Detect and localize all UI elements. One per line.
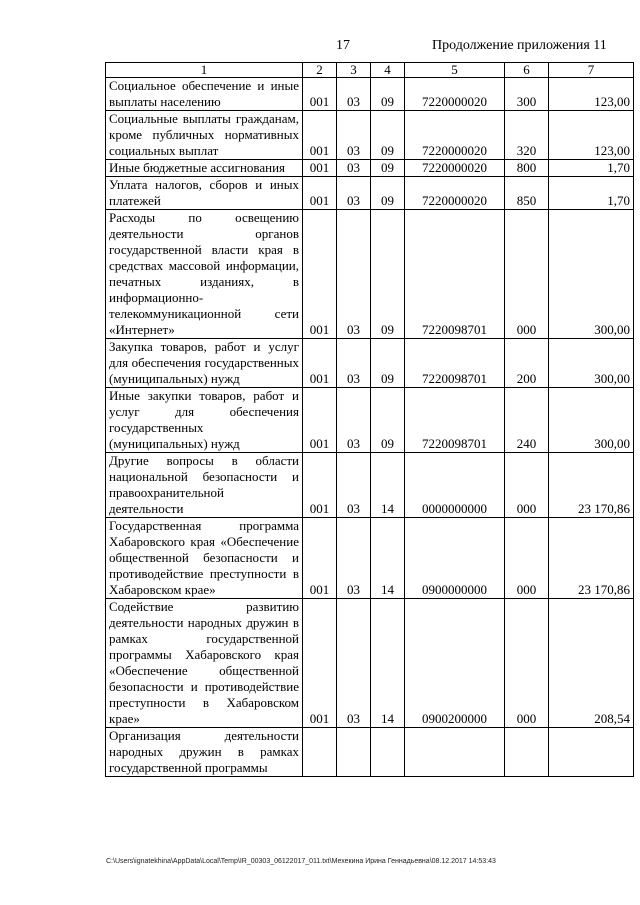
column-header-7: 7 xyxy=(549,63,634,78)
row-value-cell: 14 xyxy=(371,599,405,728)
row-value-cell: 001 xyxy=(303,111,337,160)
row-value-cell: 09 xyxy=(371,160,405,177)
row-name-cell: Другие вопросы в области национальной безопасности и правоохранительной деятельности xyxy=(106,453,303,518)
row-value-cell: 123,00 xyxy=(549,78,634,111)
row-value-cell xyxy=(303,728,337,777)
row-value-cell: 001 xyxy=(303,177,337,210)
page-number: 17 xyxy=(336,38,350,53)
row-value-cell: 23 170,86 xyxy=(549,518,634,599)
row-value-cell: 200 xyxy=(505,339,549,388)
table-row xyxy=(106,728,634,777)
row-name-cell: Расходы по освещению деятельности органов государственной власти края в средствах массовой информации, печатных изданиях, в информационно-телекоммуникационной сети «Интернет» xyxy=(106,210,303,339)
row-value-cell: 001 xyxy=(303,78,337,111)
row-value-cell: 09 xyxy=(371,111,405,160)
row-value-cell: 000 xyxy=(505,210,549,339)
row-value-cell: 03 xyxy=(337,599,371,728)
row-value-cell: 1,70 xyxy=(549,177,634,210)
table-row xyxy=(106,518,634,599)
row-value-cell: 03 xyxy=(337,453,371,518)
table-row xyxy=(106,453,634,518)
column-header-3: 3 xyxy=(337,63,371,78)
column-header-5: 5 xyxy=(405,63,505,78)
row-value-cell: 0000000000 xyxy=(405,453,505,518)
row-value-cell: 850 xyxy=(505,177,549,210)
row-value-cell: 09 xyxy=(371,210,405,339)
row-value-cell: 03 xyxy=(337,388,371,453)
row-value-cell: 03 xyxy=(337,160,371,177)
table-row xyxy=(106,111,634,160)
row-name-cell: Иные закупки товаров, работ и услуг для обеспечения государственных (муниципальных) нужд xyxy=(106,388,303,453)
row-value-cell: 240 xyxy=(505,388,549,453)
row-value-cell: 09 xyxy=(371,78,405,111)
row-value-cell: 300,00 xyxy=(549,388,634,453)
row-value-cell: 001 xyxy=(303,160,337,177)
row-value-cell: 123,00 xyxy=(549,111,634,160)
row-value-cell: 001 xyxy=(303,210,337,339)
file-path-footer: C:\Users\ignatekhina\AppData\Local\Temp\IR_00303_06122017_011.txt\Мехекина Ирина Геннадьевна\08.12.2017 14:53:43 xyxy=(106,858,496,865)
table-row xyxy=(106,210,634,339)
column-header-2: 2 xyxy=(303,63,337,78)
row-name-cell: Иные бюджетные ассигнования xyxy=(106,160,303,177)
row-value-cell: 03 xyxy=(337,177,371,210)
row-value-cell: 09 xyxy=(371,177,405,210)
row-value-cell: 300 xyxy=(505,78,549,111)
row-value-cell: 000 xyxy=(505,453,549,518)
row-value-cell: 001 xyxy=(303,339,337,388)
row-value-cell: 09 xyxy=(371,339,405,388)
column-header-6: 6 xyxy=(505,63,549,78)
row-name-cell: Организация деятельности народных дружин в рамках государственной программы xyxy=(106,728,303,777)
row-value-cell: 320 xyxy=(505,111,549,160)
row-name-cell: Содействие развитию деятельности народных дружин в рамках государственной программы Хабаровского края «Обеспечение общественной безопасности и противодействие преступности в Хабаровском крае» xyxy=(106,599,303,728)
row-value-cell: 7220000020 xyxy=(405,78,505,111)
column-header-4: 4 xyxy=(371,63,405,78)
row-value-cell: 03 xyxy=(337,111,371,160)
row-value-cell: 001 xyxy=(303,599,337,728)
row-value-cell: 03 xyxy=(337,78,371,111)
row-value-cell xyxy=(549,728,634,777)
row-value-cell: 14 xyxy=(371,453,405,518)
row-name-cell: Социальное обеспечение и иные выплаты населению xyxy=(106,78,303,111)
row-value-cell: 03 xyxy=(337,210,371,339)
row-value-cell: 7220098701 xyxy=(405,388,505,453)
row-value-cell: 09 xyxy=(371,388,405,453)
row-value-cell: 208,54 xyxy=(549,599,634,728)
row-value-cell: 001 xyxy=(303,388,337,453)
row-value-cell: 0900000000 xyxy=(405,518,505,599)
page-caption: Продолжение приложения 11 xyxy=(432,38,607,53)
row-value-cell: 000 xyxy=(505,518,549,599)
row-value-cell: 7220098701 xyxy=(405,339,505,388)
table-row xyxy=(106,599,634,728)
row-value-cell: 300,00 xyxy=(549,339,634,388)
row-name-cell: Государственная программа Хабаровского края «Обеспечение общественной безопасности и противодействие преступности в Хабаровском крае» xyxy=(106,518,303,599)
row-value-cell: 800 xyxy=(505,160,549,177)
row-value-cell: 001 xyxy=(303,518,337,599)
table-row xyxy=(106,160,634,177)
row-value-cell xyxy=(337,728,371,777)
row-value-cell: 03 xyxy=(337,518,371,599)
row-value-cell: 1,70 xyxy=(549,160,634,177)
budget-table xyxy=(105,62,634,777)
row-value-cell: 03 xyxy=(337,339,371,388)
column-header-1: 1 xyxy=(106,63,303,78)
table-row xyxy=(106,177,634,210)
row-value-cell: 7220000020 xyxy=(405,160,505,177)
row-value-cell xyxy=(505,728,549,777)
row-value-cell: 7220000020 xyxy=(405,111,505,160)
row-value-cell: 000 xyxy=(505,599,549,728)
row-value-cell: 0900200000 xyxy=(405,599,505,728)
table-header-row xyxy=(106,63,634,78)
table-row xyxy=(106,78,634,111)
table-row xyxy=(106,339,634,388)
row-value-cell: 001 xyxy=(303,453,337,518)
row-value-cell: 14 xyxy=(371,518,405,599)
row-value-cell: 7220098701 xyxy=(405,210,505,339)
row-name-cell: Уплата налогов, сборов и иных платежей xyxy=(106,177,303,210)
row-value-cell: 23 170,86 xyxy=(549,453,634,518)
row-value-cell xyxy=(405,728,505,777)
row-value-cell xyxy=(371,728,405,777)
row-name-cell: Социальные выплаты гражданам, кроме публичных нормативных социальных выплат xyxy=(106,111,303,160)
table-row xyxy=(106,388,634,453)
row-value-cell: 300,00 xyxy=(549,210,634,339)
row-value-cell: 7220000020 xyxy=(405,177,505,210)
row-name-cell: Закупка товаров, работ и услуг для обеспечения государственных (муниципальных) нужд xyxy=(106,339,303,388)
